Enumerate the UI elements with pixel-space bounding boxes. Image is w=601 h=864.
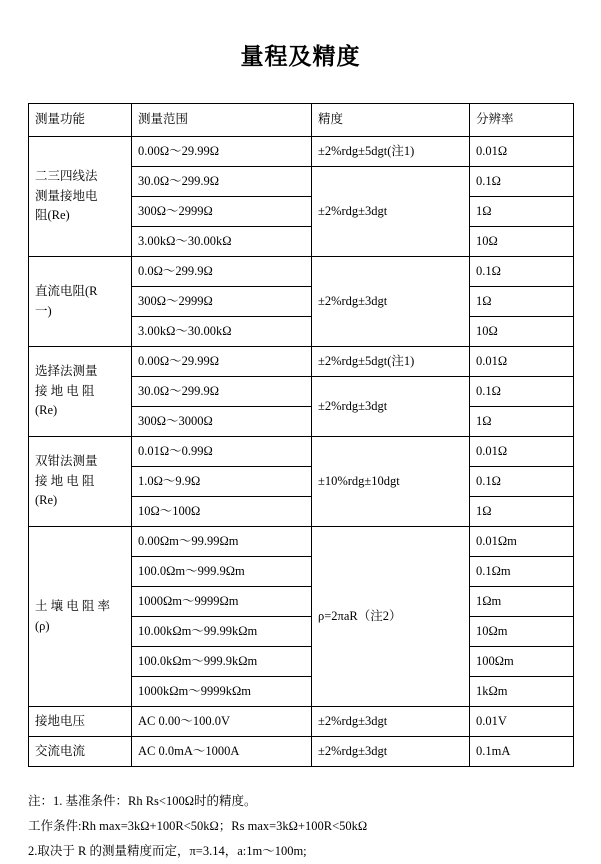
document-page [0,38,601,858]
resolution-cell: 1Ω [470,407,574,437]
column-header-function: 测量功能 [29,104,132,137]
measurement-function-cell [29,737,132,767]
accuracy-cell: ±2%rdg±3dgt [312,737,470,767]
accuracy-cell: ±2%rdg±5dgt(注1) [312,347,470,377]
measurement-range-cell: 10.00kΩm～99.99kΩm [132,617,312,647]
table-row [29,737,574,767]
table-header-row [29,104,574,137]
measurement-range-cell: 0.0Ω～299.9Ω [132,257,312,287]
measurement-function-cell [29,527,132,707]
measurement-range-cell: 30.0Ω～299.9Ω [132,377,312,407]
column-header-range: 测量范围 [132,104,312,137]
note-line-1: 注：1. 基准条件：Rh Rs<100Ω时的精度。 [28,794,257,808]
measurement-function-line: 测量接地电 [35,188,98,203]
measurement-function-cell [29,437,132,527]
measurement-range-cell: 1000Ωm～9999Ωm [132,587,312,617]
table-row [29,137,574,167]
measurement-range-cell: 3.00kΩ～30.00kΩ [132,317,312,347]
measurement-range-cell: 0.00Ω～29.99Ω [132,137,312,167]
resolution-cell: 100Ωm [470,647,574,677]
resolution-cell: 0.1Ω [470,167,574,197]
accuracy-cell: ±2%rdg±3dgt [312,167,470,257]
measurement-range-cell: AC 0.0mA～1000A [132,737,312,767]
resolution-cell: 0.1Ω [470,467,574,497]
measurement-range-cell: 1.0Ω～9.9Ω [132,467,312,497]
measurement-function-cell [29,137,132,257]
table-row [29,257,574,287]
resolution-cell: 10Ω [470,227,574,257]
resolution-cell: 0.01Ω [470,137,574,167]
resolution-cell: 10Ω [470,317,574,347]
resolution-cell: 0.01Ω [470,347,574,377]
resolution-cell: 0.1Ω [470,257,574,287]
column-header-accuracy: 精度 [312,104,470,137]
column-header-resolution: 分辨率 [470,104,574,137]
measurement-function-line: (Re) [35,493,58,508]
measurement-function-line: 阻(Re) [35,208,70,223]
measurement-function-cell [29,707,132,737]
measurement-range-cell: 100.0kΩm～999.9kΩm [132,647,312,677]
measurement-function-line: 接 地 电 阻 [35,473,95,488]
measurement-function-line: 土 壤 电 阻 率 [35,599,111,614]
resolution-cell: 1Ω [470,197,574,227]
measurement-function-line: 选择法测量 [35,364,98,379]
resolution-cell: 1Ωm [470,587,574,617]
resolution-cell: 1Ω [470,497,574,527]
measurement-function-line: 接 地 电 阻 [35,383,95,398]
accuracy-cell: ±2%rdg±3dgt [312,257,470,347]
resolution-cell: 0.01V [470,707,574,737]
measurement-range-cell: AC 0.00～100.0V [132,707,312,737]
measurement-function-line: 双钳法测量 [35,454,98,469]
measurement-function-line: (Re) [35,403,58,418]
resolution-cell: 10Ωm [470,617,574,647]
measurement-range-cell: 300Ω～3000Ω [132,407,312,437]
resolution-cell: 0.1Ωm [470,557,574,587]
measurement-function-cell [29,347,132,437]
measurement-range-cell: 300Ω～2999Ω [132,197,312,227]
table-row [29,707,574,737]
table-header [29,104,574,137]
measurement-function-line: 接地电压 [35,713,86,728]
accuracy-cell: ±2%rdg±3dgt [312,377,470,437]
resolution-cell: 0.01Ωm [470,527,574,557]
table-body [29,137,574,767]
accuracy-cell: ±2%rdg±5dgt(注1) [312,137,470,167]
measurement-function-line: 二三四线法 [35,169,98,184]
measurement-range-cell: 0.01Ω～0.99Ω [132,437,312,467]
measurement-range-cell: 100.0Ωm～999.9Ωm [132,557,312,587]
page-title: 量程及精度 [240,43,361,69]
measurement-function-cell [29,257,132,347]
accuracy-cell: ±10%rdg±10dgt [312,437,470,527]
measurement-range-cell: 0.00Ω～29.99Ω [132,347,312,377]
measurement-range-cell: 300Ω～2999Ω [132,287,312,317]
measurement-range-cell: 10Ω～100Ω [132,497,312,527]
resolution-cell: 0.01Ω [470,437,574,467]
resolution-cell: 1kΩm [470,677,574,707]
measurement-range-cell: 3.00kΩ～30.00kΩ [132,227,312,257]
measurement-range-cell: 30.0Ω～299.9Ω [132,167,312,197]
resolution-cell: 0.1Ω [470,377,574,407]
measurement-range-cell: 0.00Ωm～99.99Ωm [132,527,312,557]
table-row [29,527,574,557]
note-line-2: 工作条件:Rh max=3kΩ+100R<50kΩ；Rs max=3kΩ+100R<50kΩ [28,819,368,833]
measurement-function-line: (ρ) [35,618,50,633]
resolution-cell: 1Ω [470,287,574,317]
accuracy-cell: ρ=2πaR（注2） [312,527,470,707]
accuracy-cell: ±2%rdg±3dgt [312,707,470,737]
table-row [29,347,574,377]
notes-block [28,789,573,864]
specification-table [28,103,574,767]
measurement-function-line: 一) [35,303,52,318]
measurement-range-cell: 1000kΩm～9999kΩm [132,677,312,707]
table-row [29,437,574,467]
measurement-function-line: 交流电流 [35,743,86,758]
note-line-3: 2.取决于 R 的测量精度而定，π=3.14，a:1m～100m; [28,844,307,858]
resolution-cell: 0.1mA [470,737,574,767]
measurement-function-line: 直流电阻(R [35,284,98,299]
